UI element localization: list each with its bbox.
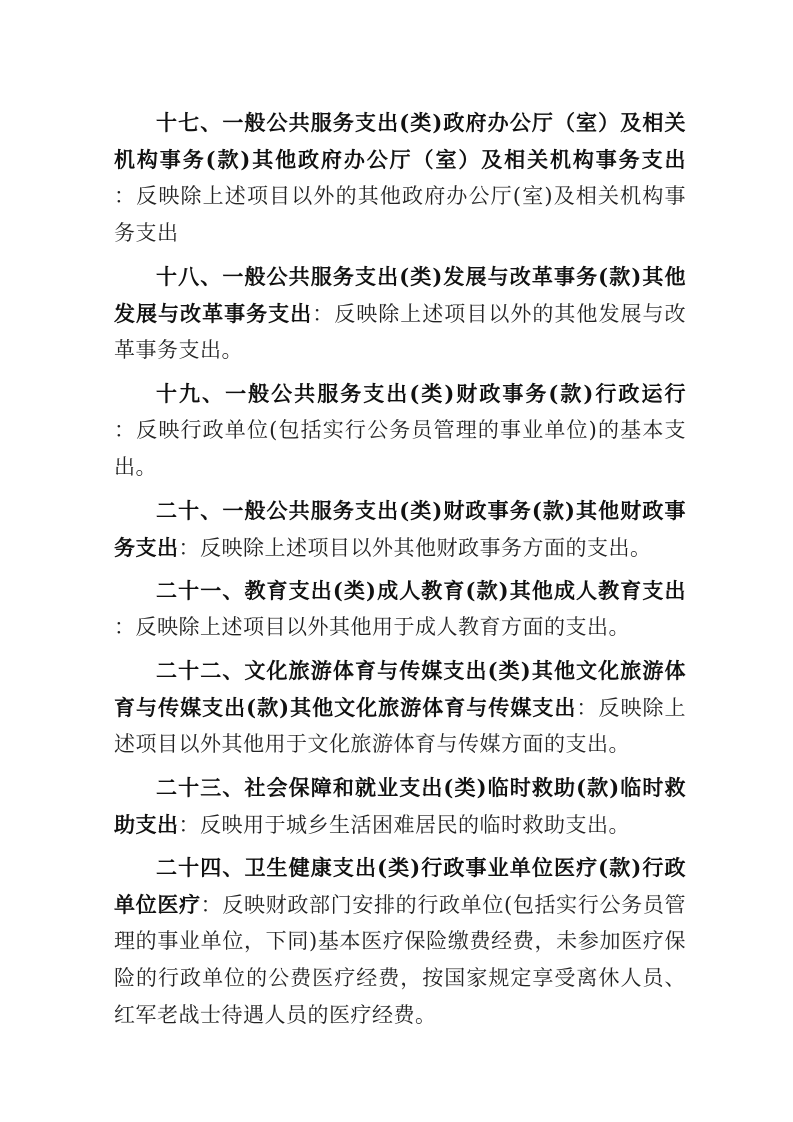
- item-description-text: 红军老战士待遇人员的医疗经费。: [114, 1003, 437, 1027]
- text-line: [114, 332, 686, 369]
- item-description-text: 革事务支出。: [114, 338, 243, 362]
- text-line: [114, 529, 686, 566]
- paragraph: [114, 769, 686, 843]
- paragraph: [114, 258, 686, 369]
- item-heading-text: 十九、一般公共服务支出(类)财政事务(款)行政运行: [156, 381, 686, 406]
- text-line: [114, 960, 686, 997]
- item-description-text: ：反映行政单位(包括实行公务员管理的事业单位)的基本支: [114, 418, 686, 442]
- item-description-text: ：反映除上述项目以外其他财政事务方面的支出。: [178, 536, 652, 560]
- text-line: [114, 215, 686, 252]
- item-heading-text: 二十、一般公共服务支出(类)财政事务(款)其他财政事: [156, 498, 686, 523]
- item-heading-text: 二十一、教育支出(类)成人教育(款)其他成人教育支出: [156, 578, 686, 603]
- text-line: [114, 572, 686, 609]
- item-description-text: 述项目以外其他用于文化旅游体育与传媒方面的支出。: [114, 732, 630, 756]
- item-description-text: 务支出: [114, 221, 179, 245]
- item-heading-text: 单位医疗: [114, 892, 201, 917]
- item-description-text: ：反映除上述项目以外其他用于成人教育方面的支出。: [114, 615, 630, 639]
- item-description-text: ：反映除上述项目以外的其他发展与改: [312, 302, 687, 326]
- item-heading-text: 十七、一般公共服务支出(类)政府办公厅（室）及相关: [156, 110, 686, 135]
- item-heading-text: 二十二、文化旅游体育与传媒支出(类)其他文化旅游体: [156, 658, 686, 683]
- text-line: [114, 923, 686, 960]
- paragraph: [114, 652, 686, 763]
- text-line: [114, 492, 686, 529]
- text-line: [114, 375, 686, 412]
- item-description-text: ：反映用于城乡生活困难居民的临时救助支出。: [178, 813, 630, 837]
- item-heading-text: 二十四、卫生健康支出(类)行政事业单位医疗(款)行政: [156, 855, 686, 880]
- document-body: [114, 104, 686, 1040]
- paragraph: [114, 849, 686, 1034]
- text-line: [114, 726, 686, 763]
- text-line: [114, 449, 686, 486]
- item-description-text: ：反映除上: [576, 696, 687, 720]
- text-line: [114, 849, 686, 886]
- text-line: [114, 652, 686, 689]
- item-description-text: ：反映财政部门安排的行政单位(包括实行公务员管: [200, 893, 686, 917]
- item-description-text: 出。: [114, 455, 157, 479]
- text-line: [114, 258, 686, 295]
- text-line: [114, 886, 686, 923]
- item-heading-text: 二十三、社会保障和就业支出(类)临时救助(款)临时救: [156, 775, 686, 800]
- paragraph: [114, 572, 686, 646]
- paragraph: [114, 104, 686, 252]
- text-line: [114, 689, 686, 726]
- text-line: [114, 769, 686, 806]
- text-line: [114, 806, 686, 843]
- text-line: [114, 178, 686, 215]
- paragraph: [114, 375, 686, 486]
- item-description-text: 险的行政单位的公费医疗经费，按国家规定享受离休人员、: [114, 966, 686, 990]
- item-heading-text: 助支出: [114, 812, 179, 837]
- text-line: [114, 141, 686, 178]
- paragraph: [114, 492, 686, 566]
- text-line: [114, 997, 686, 1034]
- item-description-text: 理的事业单位，下同)基本医疗保险缴费经费，未参加医疗保: [114, 929, 686, 953]
- item-heading-text: 机构事务(款)其他政府办公厅（室）及相关机构事务支出: [114, 147, 686, 172]
- item-heading-text: 发展与改革事务支出: [114, 301, 313, 326]
- text-line: [114, 295, 686, 332]
- item-heading-text: 十八、一般公共服务支出(类)发展与改革事务(款)其他: [156, 264, 686, 289]
- item-heading-text: 育与传媒支出(款)其他文化旅游体育与传媒支出: [114, 695, 577, 720]
- text-line: [114, 609, 686, 646]
- item-description-text: ：反映除上述项目以外的其他政府办公厅(室)及相关机构事: [114, 184, 686, 208]
- text-line: [114, 412, 686, 449]
- item-heading-text: 务支出: [114, 535, 179, 560]
- text-line: [114, 104, 686, 141]
